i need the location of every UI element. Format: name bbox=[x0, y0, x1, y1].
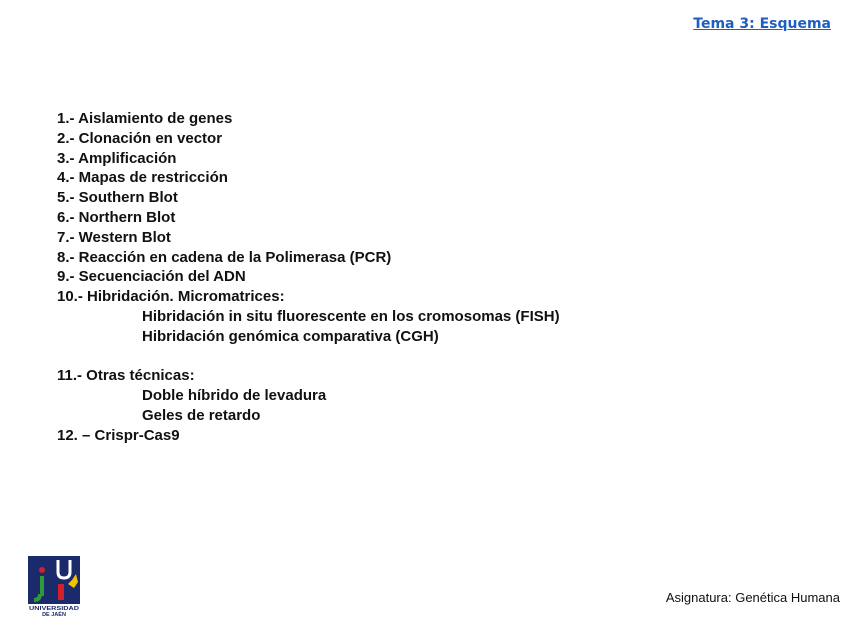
outline-item: 10.- Hibridación. Micromatrices: bbox=[57, 288, 285, 306]
outline-item: 4.- Mapas de restricción bbox=[57, 169, 228, 187]
university-logo bbox=[28, 556, 80, 618]
outline-item: 8.- Reacción en cadena de la Polimerasa (PCR) bbox=[57, 248, 392, 266]
svg-text:DE JAÉN: DE JAÉN bbox=[42, 612, 66, 618]
outline-item: 1.- Aislamiento de genes bbox=[57, 110, 233, 127]
outline-item: 9.- Secuenciación del ADN bbox=[57, 268, 246, 286]
outline-item: 3.- Amplificación bbox=[57, 149, 177, 167]
topic-outline bbox=[57, 109, 560, 446]
course-footer: Asignatura: Genética Humana bbox=[665, 590, 840, 605]
outline-item: 11.- Otras técnicas: bbox=[57, 367, 195, 385]
tema-3-esquema-link[interactable]: Tema 3: Esquema bbox=[693, 16, 831, 32]
outline-subitem: Hibridación genómica comparativa (CGH) bbox=[142, 327, 439, 345]
outline-subitem: Hibridación in situ fluorescente en los cromosomas (FISH) bbox=[142, 307, 560, 325]
university-logo-icon bbox=[28, 556, 80, 618]
outline-subitem: Geles de retardo bbox=[142, 406, 261, 424]
outline-subitem: Doble híbrido de levadura bbox=[142, 387, 327, 405]
outline-item: 12. – Crispr-Cas9 bbox=[57, 426, 180, 444]
outline-item: 6.- Northern Blot bbox=[57, 208, 176, 226]
svg-text:UNIVERSIDAD: UNIVERSIDAD bbox=[29, 606, 80, 612]
outline-item: 5.- Southern Blot bbox=[57, 189, 178, 207]
outline-item: 7.- Western Blot bbox=[57, 228, 171, 246]
outline-item: 2.- Clonación en vector bbox=[57, 129, 223, 147]
outline-spacer bbox=[57, 347, 560, 367]
